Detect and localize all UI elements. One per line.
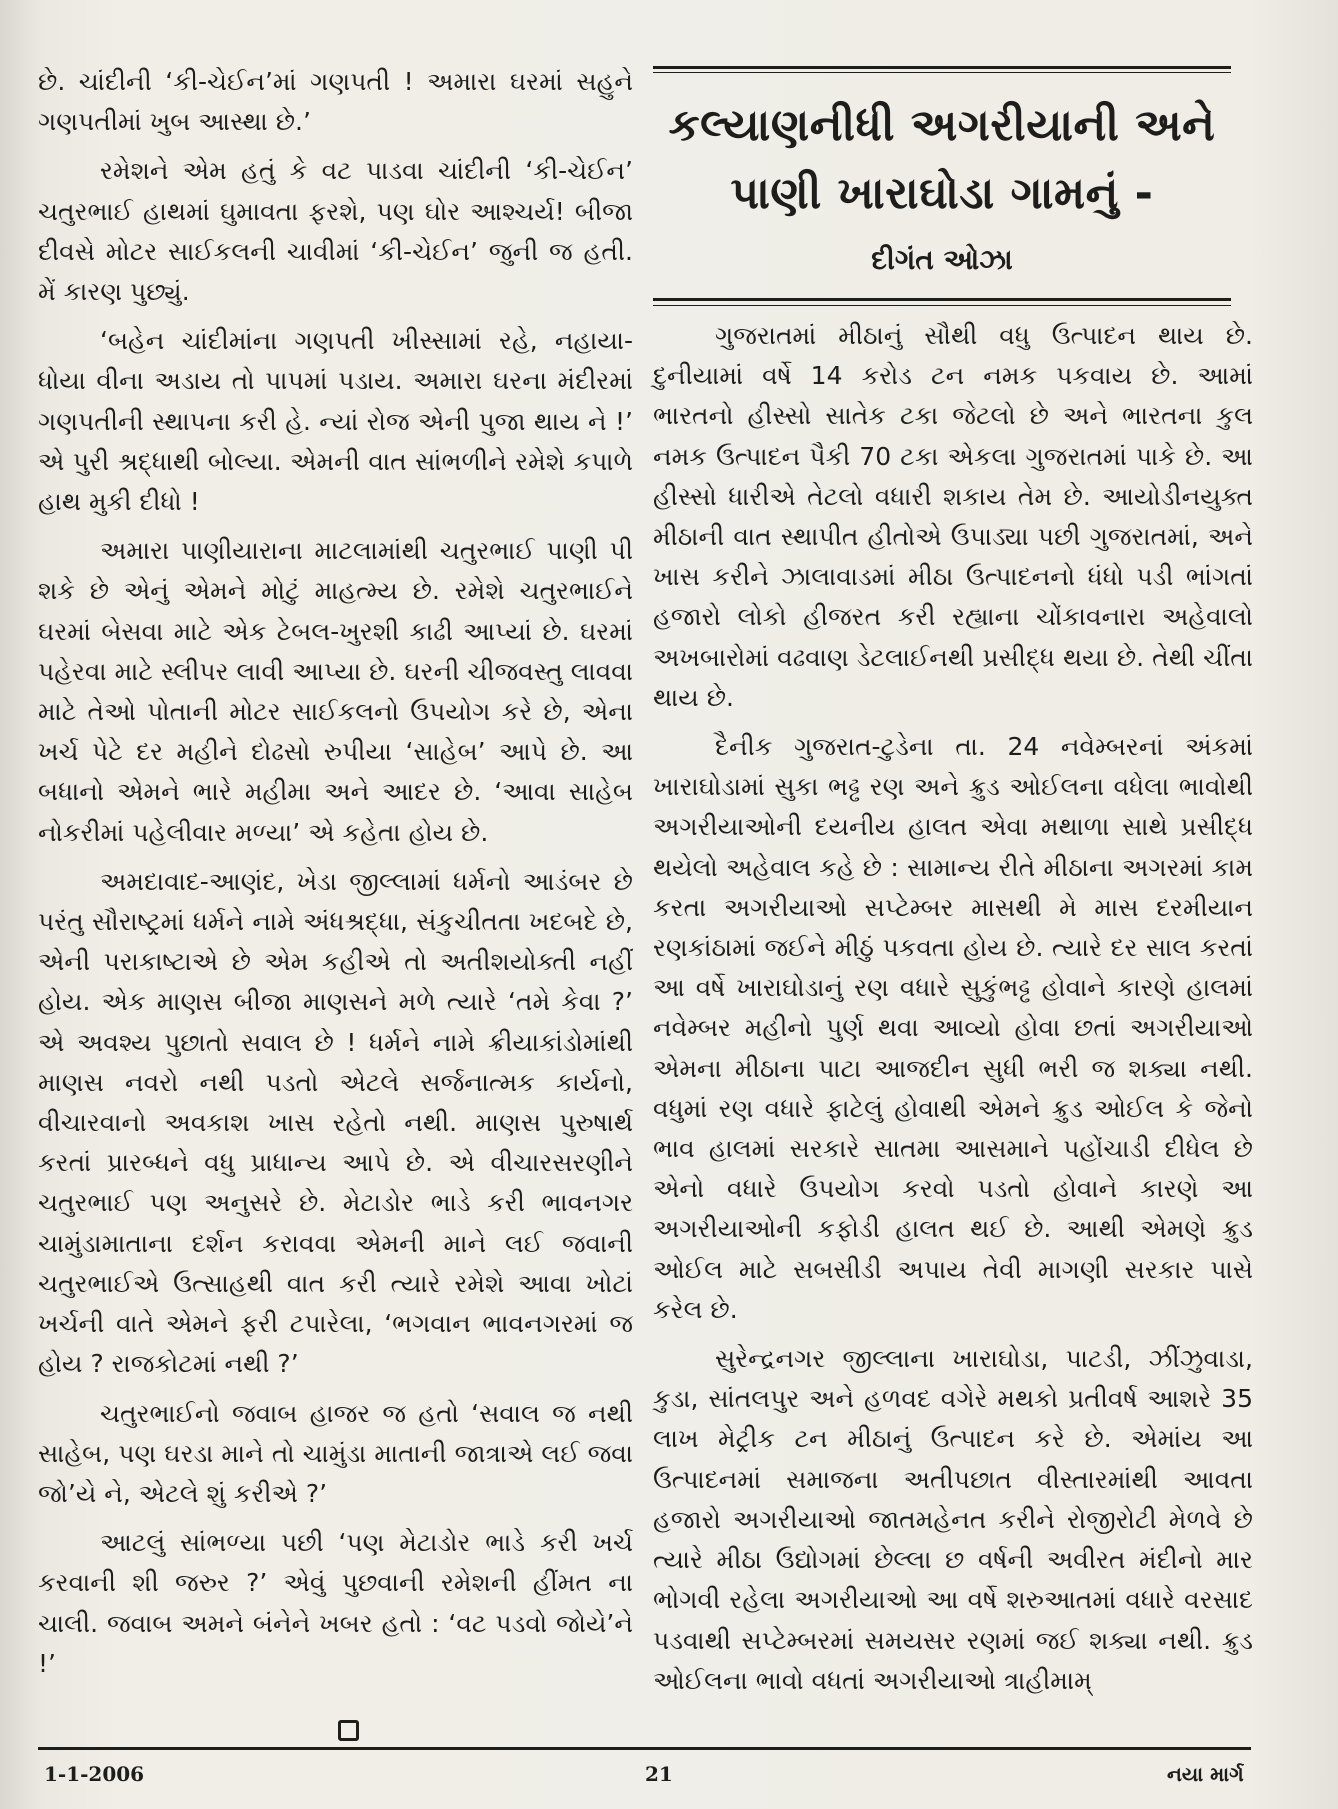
- paragraph: અમદાવાદ-આણંદ, ખેડા જીલ્લામાં ધર્મનો આડંબર છે પરંતુ સૌરાષ્ટ્રમાં ધર્મને નામે અંધશ્રદ્ધા, સંકુચીતતા ખદબદે છે, એની પરાકાષ્ટાએ છે એમ કહીએ તો અતીશયોક્તી નહીં હોય. એક માણસ બીજા માણસને મળે ત્યારે ‘તમે કેવા ?’ એ અવશ્ય પુછાતો સવાલ છે ! ધર્મને નામે ક્રીયાકાંડોમાંથી માણસ નવરો નથી પડતો એટલે સર્જનાત્મક કાર્યનો, વીચારવાનો અવકાશ ખાસ રહેતો નથી. માણસ પુરુષાર્થ કરતાં પ્રારબ્ધને વધુ પ્રાધાન્ય આપે છે. એ વીચારસરણીને ચતુરભાઈ પણ અનુસરે છે. મેટાડોર ભાડે કરી ભાવનગર ચામુંડામાતાના દર્શન કરાવવા એમની માને લઈ જવાની ચતુરભાઈએ ઉત્સાહથી વાત કરી ત્યારે રમેશે આવા ખોટાં ખર્ચની વાતે એમને ફરી ટપારેલા, ‘ભગવાન ભાવનગરમાં જ હોય ? રાજકોટમાં નથી ?’: [38, 866, 633, 1379]
- title-bottom-rule: [653, 298, 1231, 301]
- paragraph: ગુજરાતમાં મીઠાનું સૌથી વધુ ઉત્પાદન થાય છે. દુનીયામાં વર્ષે 14 કરોડ ટન નમક પકવાય છે. આમાં ભારતનો હીસ્સો સાતેક ટકા જેટલો છે અને ભારતના કુલ નમક ઉત્પાદન પૈકી 70 ટકા એકલા ગુજરાતમાં પાકે છે. આ હીસ્સો ધારીએ તેટલો વધારી શકાય તેમ છે. આયોડીનયુક્ત મીઠાની વાત સ્થાપીત હીતોએ ઉપાડ્યા પછી ગુજરાતમાં, અને ખાસ કરીને ઝાલાવાડમાં મીઠા ઉત્પાદનનો ધંધો પડી ભાંગતાં હજારો લોકો હીજરત કરી રહ્યાના ચોંકાવનારા અહેવાલો અખબારોમાં વઢવાણ ડેટલાઈનથી પ્રસીદ્ધ થયા છે. તેથી ચીંતા થાય છે.: [653, 321, 1253, 712]
- left-column: [38, 62, 633, 1693]
- footer-date: 1-1-2006: [44, 1762, 145, 1786]
- article-title-line-2: પાણી ખારાઘોડા ગામનું -: [730, 168, 1154, 219]
- paragraph: છે. ચાંદીની ‘કી-ચેઈન’માં ગણપતી ! અમારા ઘરમાં સહુને ગણપતીમાં ખુબ આસ્થા છે.’: [38, 67, 633, 137]
- title-top-rule-thin: [653, 72, 1231, 73]
- article-title-line-1: કલ્યાણનીધી અગરીયાની અને: [668, 100, 1216, 151]
- article-author: દીગંત ઓઝા: [871, 243, 1013, 276]
- paragraph: ‘બહેન ચાંદીમાંના ગણપતી ખીસ્સામાં રહે, નહાયા-ધોયા વીના અડાય તો પાપમાં પડાય. અમારા ઘરના મંદીરમાં ગણપતીની સ્થાપના કરી હે. ન્યાં રોજ એની પુજા થાય ને !’ એ પુરી શ્રદ્ધાથી બોલ્યા. એમની વાત સાંભળીને રમેશે કપાળે હાથ મુકી દીધો !: [38, 326, 633, 517]
- title-bottom-rule-thin: [653, 305, 1231, 306]
- paragraph: સુરેન્દ્રનગર જીલ્લાના ખારાઘોડા, પાટડી, ઝીંઝુવાડા, કુડા, સાંતલપુર અને હળવદ વગેરે મથકો પ્રતીવર્ષ આશરે 35 લાખ મેટ્રીક ટન મીઠાનું ઉત્પાદન કરે છે. એમાંય આ ઉત્પાદનમાં સમાજના અતીપછાત વીસ્તારમાંથી આવતા હજારો અગરીયાઓ જાતમહેનત કરીને રોજીરોટી મેળવે છે ત્યારે મીઠા ઉદ્યોગમાં છેલ્લા છ વર્ષની અવીરત મંદીનો માર ભોગવી રહેલા અગરીયાઓ આ વર્ષે શરુઆતમાં વધારે વરસાદ પડવાથી સપ્ટેમ્બરમાં સમયસર રણમાં જઈ શક્યા નથી. ક્રુડ ઓઈલના ભાવો વધતાં અગરીયાઓ ત્રાહીમામ્: [653, 1344, 1253, 1695]
- title-top-rule: [653, 66, 1231, 69]
- end-of-article-mark: [338, 1720, 359, 1741]
- paragraph: અમારા પાણીયારાના માટલામાંથી ચતુરભાઈ પાણી પી શકે છે એનું એમને મોટું માહત્મ્ય છે. રમેશે ચતુરભાઈને ઘરમાં બેસવા માટે એક ટેબલ-ખુરશી કાઢી આપ્યાં છે. ઘરમાં પહેરવા માટે સ્લીપર લાવી આપ્યા છે. ઘરની ચીજવસ્તુ લાવવા માટે તેઓ પોતાની મોટર સાઈકલનો ઉપયોગ કરે છે, એના ખર્ચ પેટે દર મહીને દોઢસો રુપીયા ‘સાહેબ’ આપે છે. આ બધાનો એમને ભારે મહીમા અને આદર છે. ‘આવા સાહેબ નોકરીમાં પહેલીવાર મળ્યા’ એ કહેતા હોય છે.: [38, 536, 633, 847]
- article-title: [653, 92, 1231, 228]
- right-column: [653, 316, 1253, 1710]
- magazine-name: નયા માર્ગ: [1167, 1762, 1244, 1786]
- paragraph: રમેશને એમ હતું કે વટ પાડવા ચાંદીની ‘કી-ચેઈન’ ચતુરભાઈ હાથમાં ઘુમાવતા ફરશે, પણ ઘોર આશ્ચર્ય! બીજા દીવસે મોટર સાઈકલની ચાવીમાં ‘કી-ચેઈન’ જુની જ હતી. મેં કારણ પુછ્યું.: [38, 156, 633, 307]
- paragraph: આટલું સાંભળ્યા પછી ‘પણ મેટાડોર ભાડે કરી ખર્ચ કરવાની શી જરુર ?’ એવું પુછવાની રમેશની હીંમત ના ચાલી. જવાબ અમને બંનેને ખબર હતો : ‘વટ પડવો જોયે’ને !’: [38, 1528, 633, 1678]
- paragraph: દૈનીક ગુજરાત-ટુડેના તા. 24 નવેમ્બરનાં અંકમાં ખારાઘોડામાં સુકા ભઢ્ઢ રણ અને ક્રુડ ઓઈલના વધેલા ભાવોથી અગરીયાઓની દયનીય હાલત એવા મથાળા સાથે પ્રસીદ્ધ થયેલો અહેવાલ કહે છે : સામાન્ય રીતે મીઠાના અગરમાં કામ કરતા અગરીયાઓ સપ્ટેમ્બર માસથી મે માસ દરમીયાન રણકાંઠામાં જઈને મીઠું પકવતા હોય છે. ત્યારે દર સાલ કરતાં આ વર્ષે ખારાઘોડાનું રણ વધારે સુકુંભઢ્ઢ હોવાને કારણે હાલમાં નવેમ્બર મહીનો પુર્ણ થવા આવ્યો હોવા છતાં અગરીયાઓ એમના મીઠાના પાટા આજદીન સુધી ભરી જ શક્યા નથી. વધુમાં રણ વધારે ફાટેલું હોવાથી એમને ક્રુડ ઓઈલ કે જેનો ભાવ હાલમાં સરકારે સાતમા આસમાને પહોંચાડી દીધેલ છે એનો વધારે ઉપયોગ કરવો પડતો હોવાને કારણે આ અગરીયાઓની કફોડી હાલત થઈ છે. આથી એમણે ક્રુડ ઓઈલ માટે સબસીડી અપાય તેવી માગણી સરકાર પાસે કરેલ છે.: [653, 732, 1253, 1324]
- page-number: 21: [645, 1762, 673, 1786]
- footer-rule: [38, 1747, 1251, 1750]
- paragraph: ચતુરભાઈનો જવાબ હાજર જ હતો ‘સવાલ જ નથી સાહેબ, પણ ઘરડા માને તો ચામુંડા માતાની જાત્રાએ લઈ જવા જો’યે ને, એટલે શું કરીએ ?’: [38, 1398, 633, 1508]
